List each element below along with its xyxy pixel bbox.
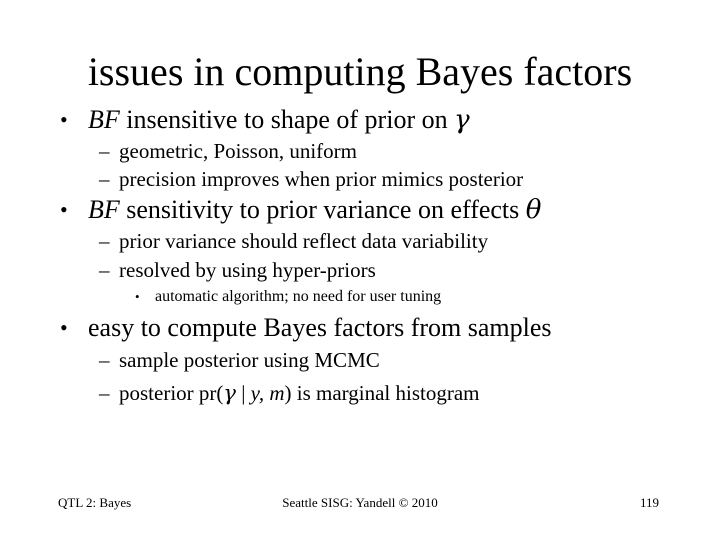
sub-item-text: geometric, Poisson, uniform — [119, 139, 357, 163]
dash-marker: – — [99, 258, 110, 282]
bullet-body: sensitivity to prior variance on effects — [119, 195, 526, 224]
slide-title: issues in computing Bayes factors — [87, 49, 633, 94]
sub-item-text: sample posterior using MCMC — [119, 348, 380, 372]
dash-marker: – — [99, 348, 110, 372]
sub-item-text: resolved by using hyper-priors — [119, 258, 376, 282]
dash-marker: – — [99, 139, 110, 163]
sub-sub-item-text: automatic algorithm; no need for user tuning — [155, 288, 442, 305]
bf-italic: BF — [88, 105, 120, 134]
gamma-symbol: γ — [454, 105, 470, 135]
bf-italic: BF — [88, 195, 120, 224]
bullet-marker: • — [60, 107, 68, 132]
bullet-text — [88, 104, 470, 136]
sub-item-text: prior variance should reflect data variability — [119, 229, 489, 253]
bullet-body: insensitive to shape of prior on — [119, 105, 455, 134]
posterior-bar: | — [235, 381, 251, 405]
sub-item-text: precision improves when prior mimics posterior — [119, 167, 524, 191]
sub-item-text — [119, 380, 480, 406]
posterior-italic-ym: y, m — [250, 381, 285, 405]
theta-symbol: θ — [525, 195, 542, 225]
dash-marker: – — [99, 167, 110, 191]
gamma-symbol: γ — [223, 381, 236, 405]
footer-left: QTL 2: Bayes — [58, 495, 132, 510]
posterior-part1: posterior pr( — [119, 381, 224, 405]
bullet-marker: • — [60, 315, 68, 340]
page-number: 119 — [639, 495, 659, 510]
dash-marker: – — [99, 229, 110, 253]
bullet-marker: • — [60, 197, 68, 222]
posterior-part3: ) is marginal histogram — [284, 381, 480, 405]
bullet-text: easy to compute Bayes factors from samples — [88, 313, 552, 342]
footer-center: Seattle SISG: Yandell © 2010 — [282, 495, 438, 510]
bullet-marker: • — [135, 289, 140, 304]
bullet-text — [88, 194, 541, 226]
dash-marker: – — [99, 381, 110, 405]
